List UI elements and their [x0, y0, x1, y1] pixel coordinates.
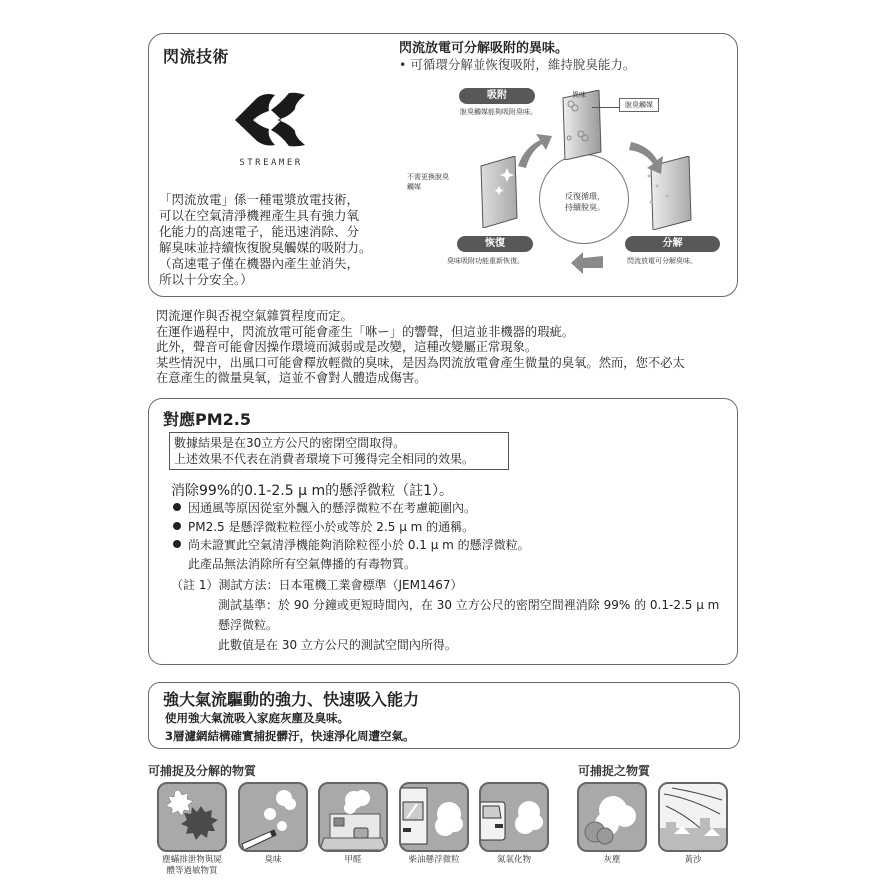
- pm25-section: [148, 398, 738, 665]
- bullet-continuation: 此產品無法消除所有空氣傳播的有毒物質。: [188, 556, 417, 571]
- bullet-icon: [173, 522, 181, 530]
- car-exhaust-icon: [479, 782, 549, 852]
- pm25-claim: 消除99%的0.1-2.5 μ m的懸浮微粒（註1）。: [171, 483, 454, 499]
- dust-label: 灰塵: [603, 855, 621, 865]
- pm25-disclaimer: 數據結果是在30立方公尺的密閉空間取得。 上述效果不代表在消費者環境下可獲得完全相同的效果。: [169, 432, 509, 470]
- decompose-caption: 閃流放電可分解臭味。: [627, 257, 697, 265]
- odor-label: 異味: [572, 91, 586, 99]
- pm25-title: 對應PM2.5: [163, 410, 251, 429]
- airflow-line-1: 使用強大氣流吸入家庭灰塵及臭味。: [165, 711, 349, 725]
- streamer-heading: 閃流放電可分解吸附的異味。: [399, 41, 569, 56]
- list-item: PM2.5 是懸浮微粒粒徑小於或等於 2.5 μ m 的通稱。: [173, 518, 530, 537]
- pm25-bullets: [173, 499, 530, 573]
- airflow-section: [148, 682, 740, 749]
- airflow-line-2: 3層濾網結構確實捕捉髒汙，快速淨化周遭空氣。: [165, 729, 415, 743]
- streamer-description: 「閃流放電」係一種電漿放電技術， 可以在空氣清淨機裡產生具有強力氧 化能力的高速電子，能迅速消除、分 解臭味並持續恢復脫臭觸媒的吸附力。 （高速電子僅在機器內產生並消失， 所以十分安全。）: [159, 192, 372, 287]
- diesel-truck-icon: [399, 782, 469, 852]
- yellow-sand-icon: [658, 782, 728, 852]
- formaldehyde-label: 甲醛: [344, 855, 362, 865]
- catalyst-label: 脫臭觸媒: [619, 98, 659, 112]
- odor-label: 臭味: [264, 855, 282, 865]
- bullet-icon: [173, 503, 181, 511]
- formaldehyde-room-icon: [318, 782, 388, 852]
- streamer-title: 閃流技術: [163, 47, 230, 66]
- yellow-sand-label: 黃沙: [684, 855, 702, 865]
- arrow-restore-icon: [569, 252, 605, 274]
- arrow-decompose-icon: [627, 138, 667, 178]
- list-item: 因通風等原因從室外飄入的懸浮微粒不在考慮範圍內。: [173, 499, 530, 518]
- airflow-title: 強大氣流驅動的強力、快速吸入能力: [163, 690, 420, 709]
- footnote-marker: （註 1）: [171, 578, 219, 592]
- cycle-diagram: 反復循環， 持續脫臭。 吸附 脫臭觸媒能夠吸附臭味。 異味 脫臭觸媒 不需更換脫臭 觸媒 恢復 臭味吸附功能重新恢復。 分解 閃流放電可分解臭味。: [149, 34, 739, 298]
- catalyst-panel-top-icon: [559, 90, 603, 160]
- no-replace-note: 不需更換脫臭 觸媒: [407, 173, 449, 191]
- capture-decompose-heading: 可捕捉及分解的物質: [148, 764, 257, 778]
- arrow-adsorb-icon: [514, 130, 554, 170]
- mite-allergen-icon: [157, 782, 227, 852]
- catalyst-panel-left-icon: [479, 156, 519, 228]
- restore-badge: 恢復: [457, 236, 533, 252]
- diesel-label: 柴油懸浮微粒: [408, 855, 460, 865]
- restore-caption: 臭味吸附功能重新恢復。: [447, 257, 524, 265]
- streamer-subheading: • 可循環分解並恢復吸附，維持脫臭能力。: [399, 57, 636, 72]
- decompose-badge: 分解: [625, 236, 720, 252]
- adsorb-caption: 脫臭觸媒能夠吸附臭味。: [460, 108, 537, 116]
- capture-only-heading: 可捕捉之物質: [578, 764, 651, 778]
- pm25-footnote: （註 1）測試方法：日本電機工業會標準（JEM1467） 測試基準：於 90 分鐘或更短時間內，在 30 立方公尺的密閉空間裡消除 99% 的 0.1-2.5 μ m 懸浮微粒。 此數值是在 30 立方公尺的測試空間內所得。: [171, 578, 720, 652]
- bullet-icon: [173, 540, 181, 548]
- dust-cloud-icon: [577, 782, 647, 852]
- nox-label: 氮氧化物: [496, 855, 531, 865]
- list-item: 尚未證實此空氣清淨機能夠消除粒徑小於 0.1 μ m 的懸浮微粒。: [173, 536, 530, 555]
- adsorb-badge: 吸附: [459, 88, 535, 104]
- streamer-logo-text: STREAMER: [239, 158, 303, 168]
- operation-notes: 閃流運作與否視空氣雜質程度而定。 在運作過程中，閃流放電可能會產生「咻ー」的響聲，但這並非機器的瑕疵。 此外，聲音可能會因操作環境而減弱或是改變，這種改變屬正常現象。 某些情況中，出風口可能會釋放輕微的臭味，是因為閃流放電會產生微量的臭氧。然而，您不必太 在意產生的微量臭氧，這並不會對人體造成傷害。: [156, 309, 685, 385]
- cigarette-odor-icon: [238, 782, 308, 852]
- mite-allergen-label: 塵蟎排泄物與屍 體等過敏物質: [162, 855, 222, 876]
- streamer-section: [148, 33, 738, 297]
